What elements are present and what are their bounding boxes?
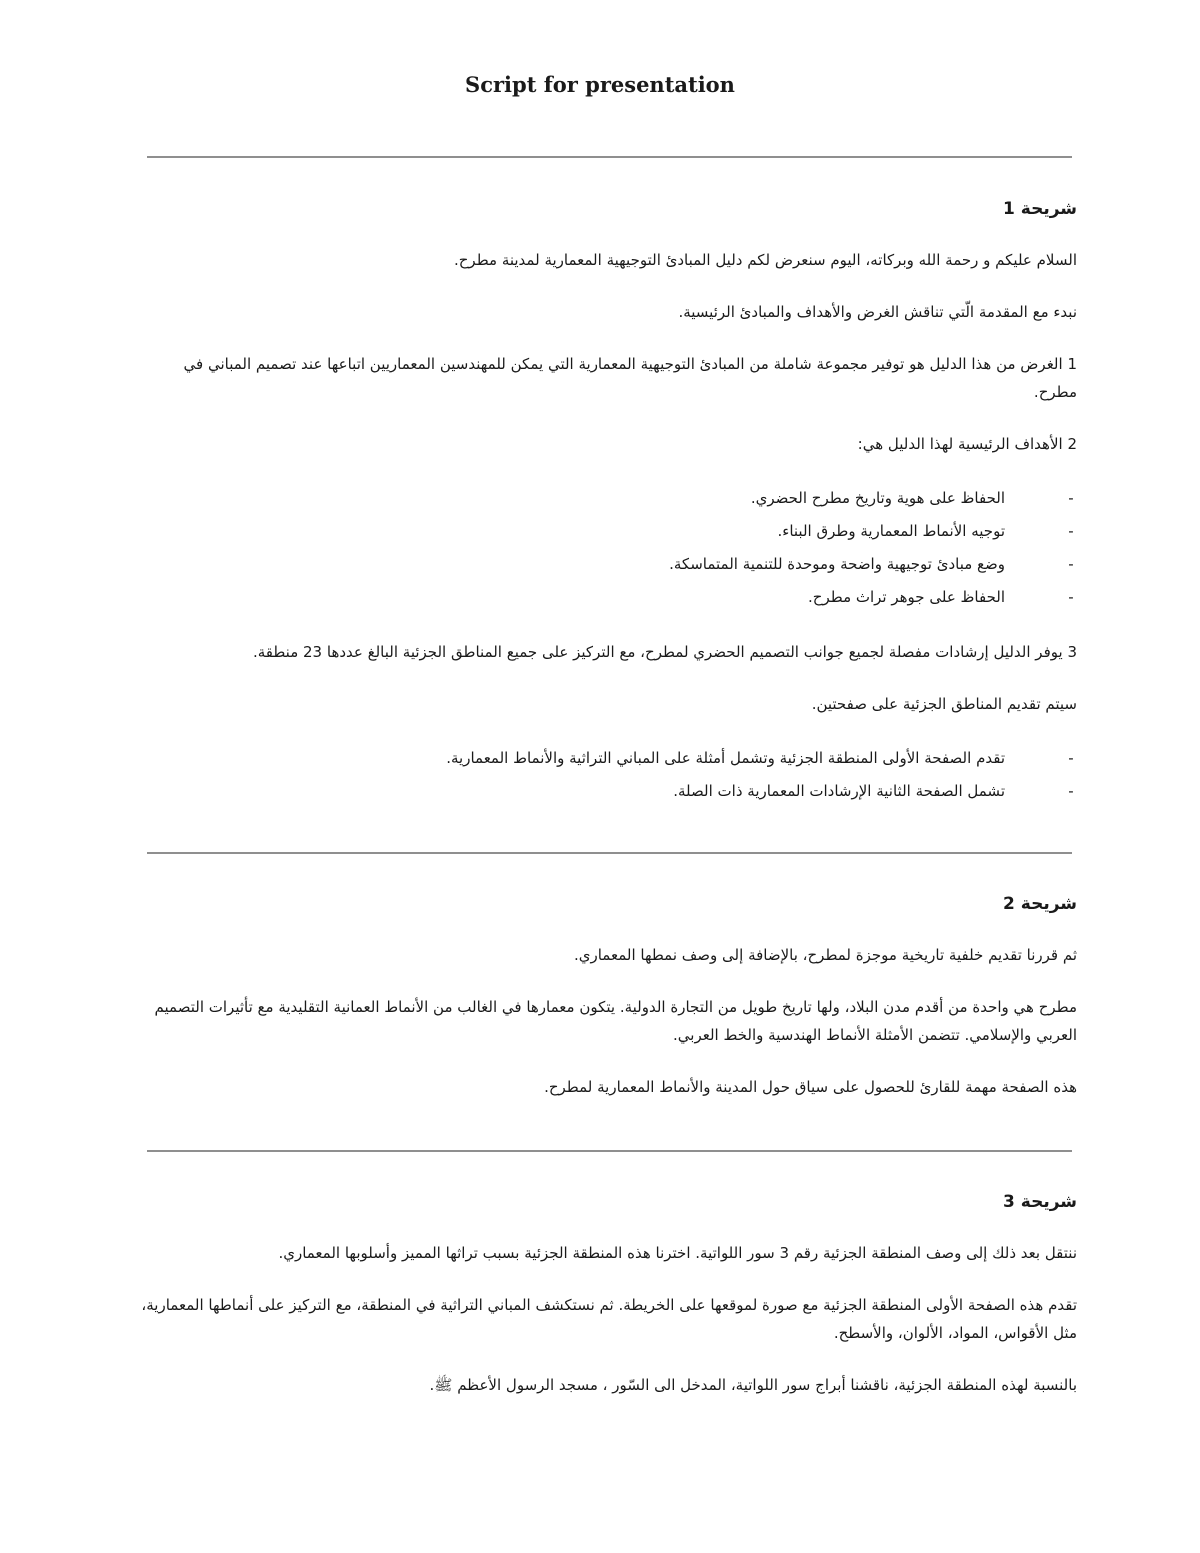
section-divider bbox=[147, 1150, 1072, 1152]
list-item-text: وضع مبادئ توجيهية واضحة وموحدة للتنمية المتماسكة. bbox=[669, 555, 1005, 573]
list-item-text: تقدم الصفحة الأولى المنطقة الجزئية وتشمل أمثلة على المباني التراثية والأنماط المعمارية. bbox=[446, 749, 1005, 767]
bullet-dash: - bbox=[1068, 522, 1074, 540]
list-item bbox=[140, 482, 1077, 515]
slide-3-paragraph: ننتقل بعد ذلك إلى وصف المنطقة الجزئية رقم 3 سور اللواتية. اخترنا هذه المنطقة الجزئية بسبب تراثها المميز وأسلوبها المعماري. bbox=[278, 1244, 1077, 1262]
list-item-text: توجيه الأنماط المعمارية وطرق البناء. bbox=[777, 522, 1005, 540]
list-item bbox=[140, 515, 1077, 548]
list-item bbox=[140, 775, 1077, 808]
slide-2-paragraph: هذه الصفحة مهمة للقارئ للحصول على سياق حول المدينة والأنماط المعمارية لمطرح. bbox=[544, 1078, 1077, 1096]
slide-3-section bbox=[140, 1190, 1077, 1423]
slide-2-section bbox=[140, 892, 1077, 1125]
slide-1-paragraph: السلام عليكم و رحمة الله وبركاته، اليوم سنعرض لكم دليل المبادئ التوجيهية المعمارية لمدينة مطرح. bbox=[453, 251, 1077, 269]
slide-1-section bbox=[140, 197, 1077, 832]
slide-3-heading: شريحة 3 bbox=[1003, 1192, 1077, 1212]
slide-1-paragraph: 1 الغرض من هذا الدليل هو توفير مجموعة شاملة من المبادئ التوجيهية المعمارية التي يمكن للمهندسين المعماريين اتباعها عند تصميم المباني في مطرح. bbox=[183, 355, 1077, 401]
list-item bbox=[140, 548, 1077, 581]
section-divider bbox=[147, 852, 1072, 854]
slide-2-paragraph: مطرح هي واحدة من أقدم مدن البلاد، ولها تاريخ طويل من التجارة الدولية. يتكون معمارها في الغالب من الأنماط العمانية التقليدية مع تأثيرات التصميم العربي والإسلامي. تتضمن الأمثلة الأنماط الهندسية والخط العربي. bbox=[154, 998, 1077, 1044]
slide-1-paragraph: 2 الأهداف الرئيسية لهذا الدليل هي: bbox=[857, 435, 1077, 453]
list-item-text: الحفاظ على جوهر تراث مطرح. bbox=[808, 588, 1005, 606]
slide-2-paragraph: ثم قررنا تقديم خلفية تاريخية موجزة لمطرح، بالإضافة إلى وصف نمطها المعماري. bbox=[573, 946, 1077, 964]
goals-list bbox=[140, 482, 1077, 614]
slide-1-paragraph: نبدء مع المقدمة الّتي تناقش الغرض والأهداف والمبادئ الرئيسية. bbox=[678, 303, 1077, 321]
list-item-text: الحفاظ على هوية وتاريخ مطرح الحضري. bbox=[750, 489, 1005, 507]
section-divider bbox=[147, 156, 1072, 158]
bullet-dash: - bbox=[1068, 555, 1074, 573]
list-item bbox=[140, 581, 1077, 614]
slide-1-paragraph: 3 يوفر الدليل إرشادات مفصلة لجميع جوانب التصميم الحضري لمطرح، مع التركيز على جميع المناطق الجزئية البالغ عددها 23 منطقة. bbox=[252, 643, 1077, 661]
slide-1-heading: شريحة 1 bbox=[1003, 199, 1077, 219]
bullet-dash: - bbox=[1068, 489, 1074, 507]
bullet-dash: - bbox=[1068, 749, 1074, 767]
bullet-dash: - bbox=[1068, 782, 1074, 800]
bullet-dash: - bbox=[1068, 588, 1074, 606]
slide-3-paragraph: بالنسبة لهذه المنطقة الجزئية، ناقشنا أبراج سور اللواتية، المدخل الى السّور ، مسجد الرسول الأعظم ﷺ. bbox=[429, 1376, 1077, 1394]
slide-3-paragraph: تقدم هذه الصفحة الأولى المنطقة الجزئية مع صورة لموقعها على الخريطة. ثم نستكشف المباني التراثية في المنطقة، مع التركيز على أنماطها المعمارية، مثل الأقواس، المواد، الألوان، والأسطح. bbox=[141, 1296, 1077, 1342]
slide-2-heading: شريحة 2 bbox=[1003, 894, 1077, 914]
list-item bbox=[140, 742, 1077, 775]
document-title: Script for presentation bbox=[465, 72, 735, 97]
pages-list bbox=[140, 742, 1077, 808]
slide-1-paragraph: سيتم تقديم المناطق الجزئية على صفحتين. bbox=[811, 695, 1077, 713]
list-item-text: تشمل الصفحة الثانية الإرشادات المعمارية ذات الصلة. bbox=[673, 782, 1005, 800]
